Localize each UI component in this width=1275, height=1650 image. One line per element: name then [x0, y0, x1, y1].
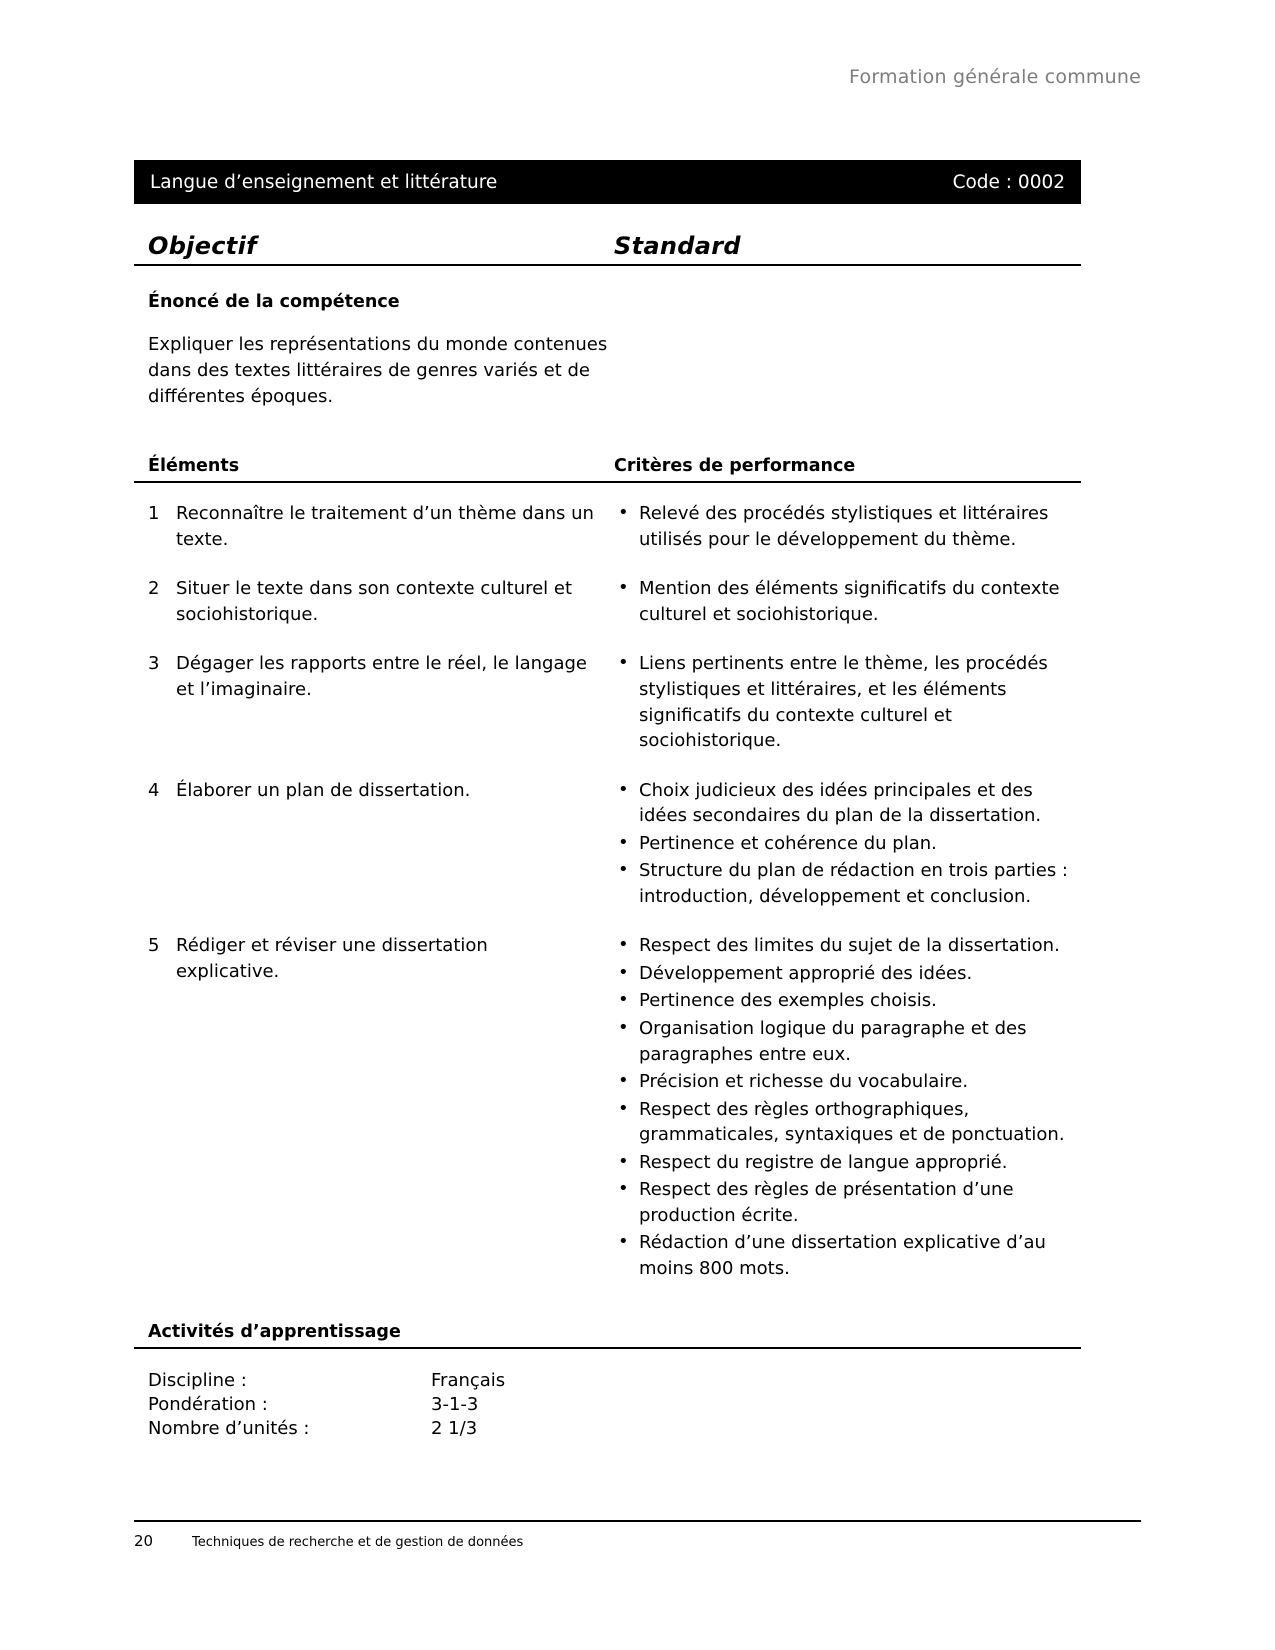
- objectif-standard-header: [134, 232, 1081, 266]
- activites-body: [134, 1369, 1081, 1442]
- element-cell: [134, 778, 614, 912]
- activites-label: Activités d’apprentissage: [148, 1321, 401, 1342]
- criteres-header-cell: [614, 456, 1081, 476]
- list-item: • Précision et richesse du vocabulaire.: [614, 1069, 1081, 1095]
- list-item: • Mention des éléments significatifs du contexte culturel et sociohistorique.: [614, 576, 1081, 627]
- activites-line: [148, 1417, 1081, 1441]
- activites-line: [148, 1369, 1081, 1393]
- element-number: 5: [148, 935, 160, 957]
- list-item: • Pertinence des exemples choisis.: [614, 988, 1081, 1014]
- criteres-cell: [614, 933, 1081, 1283]
- list-item: • Respect des règles de présentation d’une production écrite.: [614, 1177, 1081, 1228]
- element-number: 4: [148, 779, 160, 801]
- activites-value: 2 1/3: [431, 1418, 478, 1440]
- objectif-header-cell: [134, 232, 614, 260]
- activites-key: Pondération :: [148, 1393, 268, 1415]
- list-item: • Choix judicieux des idées principales et des idées secondaires du plan de la dissertation.: [614, 778, 1081, 829]
- course-title: Langue d’enseignement et littérature: [150, 171, 498, 193]
- activites-line: [148, 1393, 1081, 1417]
- standard-header-cell: [614, 232, 1081, 260]
- footer-program-name: Techniques de recherche et de gestion de données: [192, 1535, 524, 1550]
- criteres-list: [614, 651, 1081, 753]
- table-row: [134, 576, 1081, 629]
- standard-label: Standard: [614, 232, 741, 260]
- elements-header-label: Éléments: [148, 456, 240, 477]
- table-column-headers: [134, 456, 1081, 483]
- element-text: Situer le texte dans son contexte culturel et sociohistorique.: [176, 578, 573, 625]
- criteres-list: [614, 933, 1081, 1281]
- criteres-header-label: Critères de performance: [614, 456, 856, 477]
- criteres-cell: [614, 576, 1081, 629]
- element-cell: [134, 501, 614, 554]
- element-cell: [134, 576, 614, 629]
- criteres-cell: [614, 651, 1081, 755]
- list-item: • Liens pertinents entre le thème, les procédés stylistiques et littéraires, et les éléments significatifs du contexte culturel et sociohistorique.: [614, 651, 1081, 753]
- activites-value: 3-1-3: [431, 1393, 479, 1415]
- criteres-list: [614, 576, 1081, 627]
- list-item: • Respect du registre de langue approprié.: [614, 1150, 1081, 1176]
- element-text: Dégager les rapports entre le réel, le langage et l’imaginaire.: [176, 653, 587, 701]
- table-row: [134, 651, 1081, 755]
- element-text: Reconnaître le traitement d’un thème dans un texte.: [176, 503, 594, 550]
- page-footer: [134, 1520, 1141, 1550]
- list-item: • Organisation logique du paragraphe et des paragraphes entre eux.: [614, 1016, 1081, 1067]
- enonce-text: Expliquer les représentations du monde contenues dans des textes littéraires de genres variés et de différentes époques.: [148, 334, 608, 408]
- activites-key: Nombre d’unités :: [148, 1418, 310, 1440]
- activites-header: [134, 1322, 1081, 1349]
- element-cell: [134, 933, 614, 1283]
- competency-rows: [134, 501, 1081, 1283]
- criteres-cell: [614, 778, 1081, 912]
- enonce-label: Énoncé de la compétence: [148, 292, 400, 312]
- list-item: • Pertinence et cohérence du plan.: [614, 831, 1081, 857]
- enonce-section: [134, 292, 1081, 410]
- page-content: [134, 160, 1081, 1441]
- course-title-bar: [134, 160, 1081, 204]
- activites-value: Français: [431, 1369, 506, 1391]
- list-item: • Respect des règles orthographiques, grammaticales, syntaxiques et de ponctuation.: [614, 1097, 1081, 1148]
- objectif-label: Objectif: [148, 232, 257, 260]
- element-number: 2: [148, 578, 160, 600]
- element-text: Rédiger et réviser une dissertation explicative.: [176, 935, 488, 982]
- criteres-cell: [614, 501, 1081, 554]
- element-number: 1: [148, 503, 160, 525]
- criteres-list: [614, 501, 1081, 552]
- list-item: • Rédaction d’une dissertation explicative d’au moins 800 mots.: [614, 1230, 1081, 1281]
- list-item: • Développement approprié des idées.: [614, 961, 1081, 987]
- elements-header-cell: [134, 456, 614, 476]
- footer-divider: [134, 1520, 1141, 1522]
- table-row: [134, 933, 1081, 1283]
- activites-key: Discipline :: [148, 1369, 247, 1391]
- page-number: 20: [134, 1532, 154, 1550]
- element-cell: [134, 651, 614, 755]
- element-text: Élaborer un plan de dissertation.: [176, 779, 471, 801]
- element-number: 3: [148, 653, 160, 675]
- page-header-text: Formation générale commune: [849, 66, 1141, 88]
- course-code: Code : 0002: [952, 171, 1065, 193]
- list-item: • Respect des limites du sujet de la dissertation.: [614, 933, 1081, 959]
- footer-text-row: [134, 1532, 1141, 1550]
- table-row: [134, 501, 1081, 554]
- criteres-list: [614, 778, 1081, 910]
- table-row: [134, 778, 1081, 912]
- list-item: • Structure du plan de rédaction en trois parties : introduction, développement et conclusion.: [614, 858, 1081, 909]
- list-item: • Relevé des procédés stylistiques et littéraires utilisés pour le développement du thème.: [614, 501, 1081, 552]
